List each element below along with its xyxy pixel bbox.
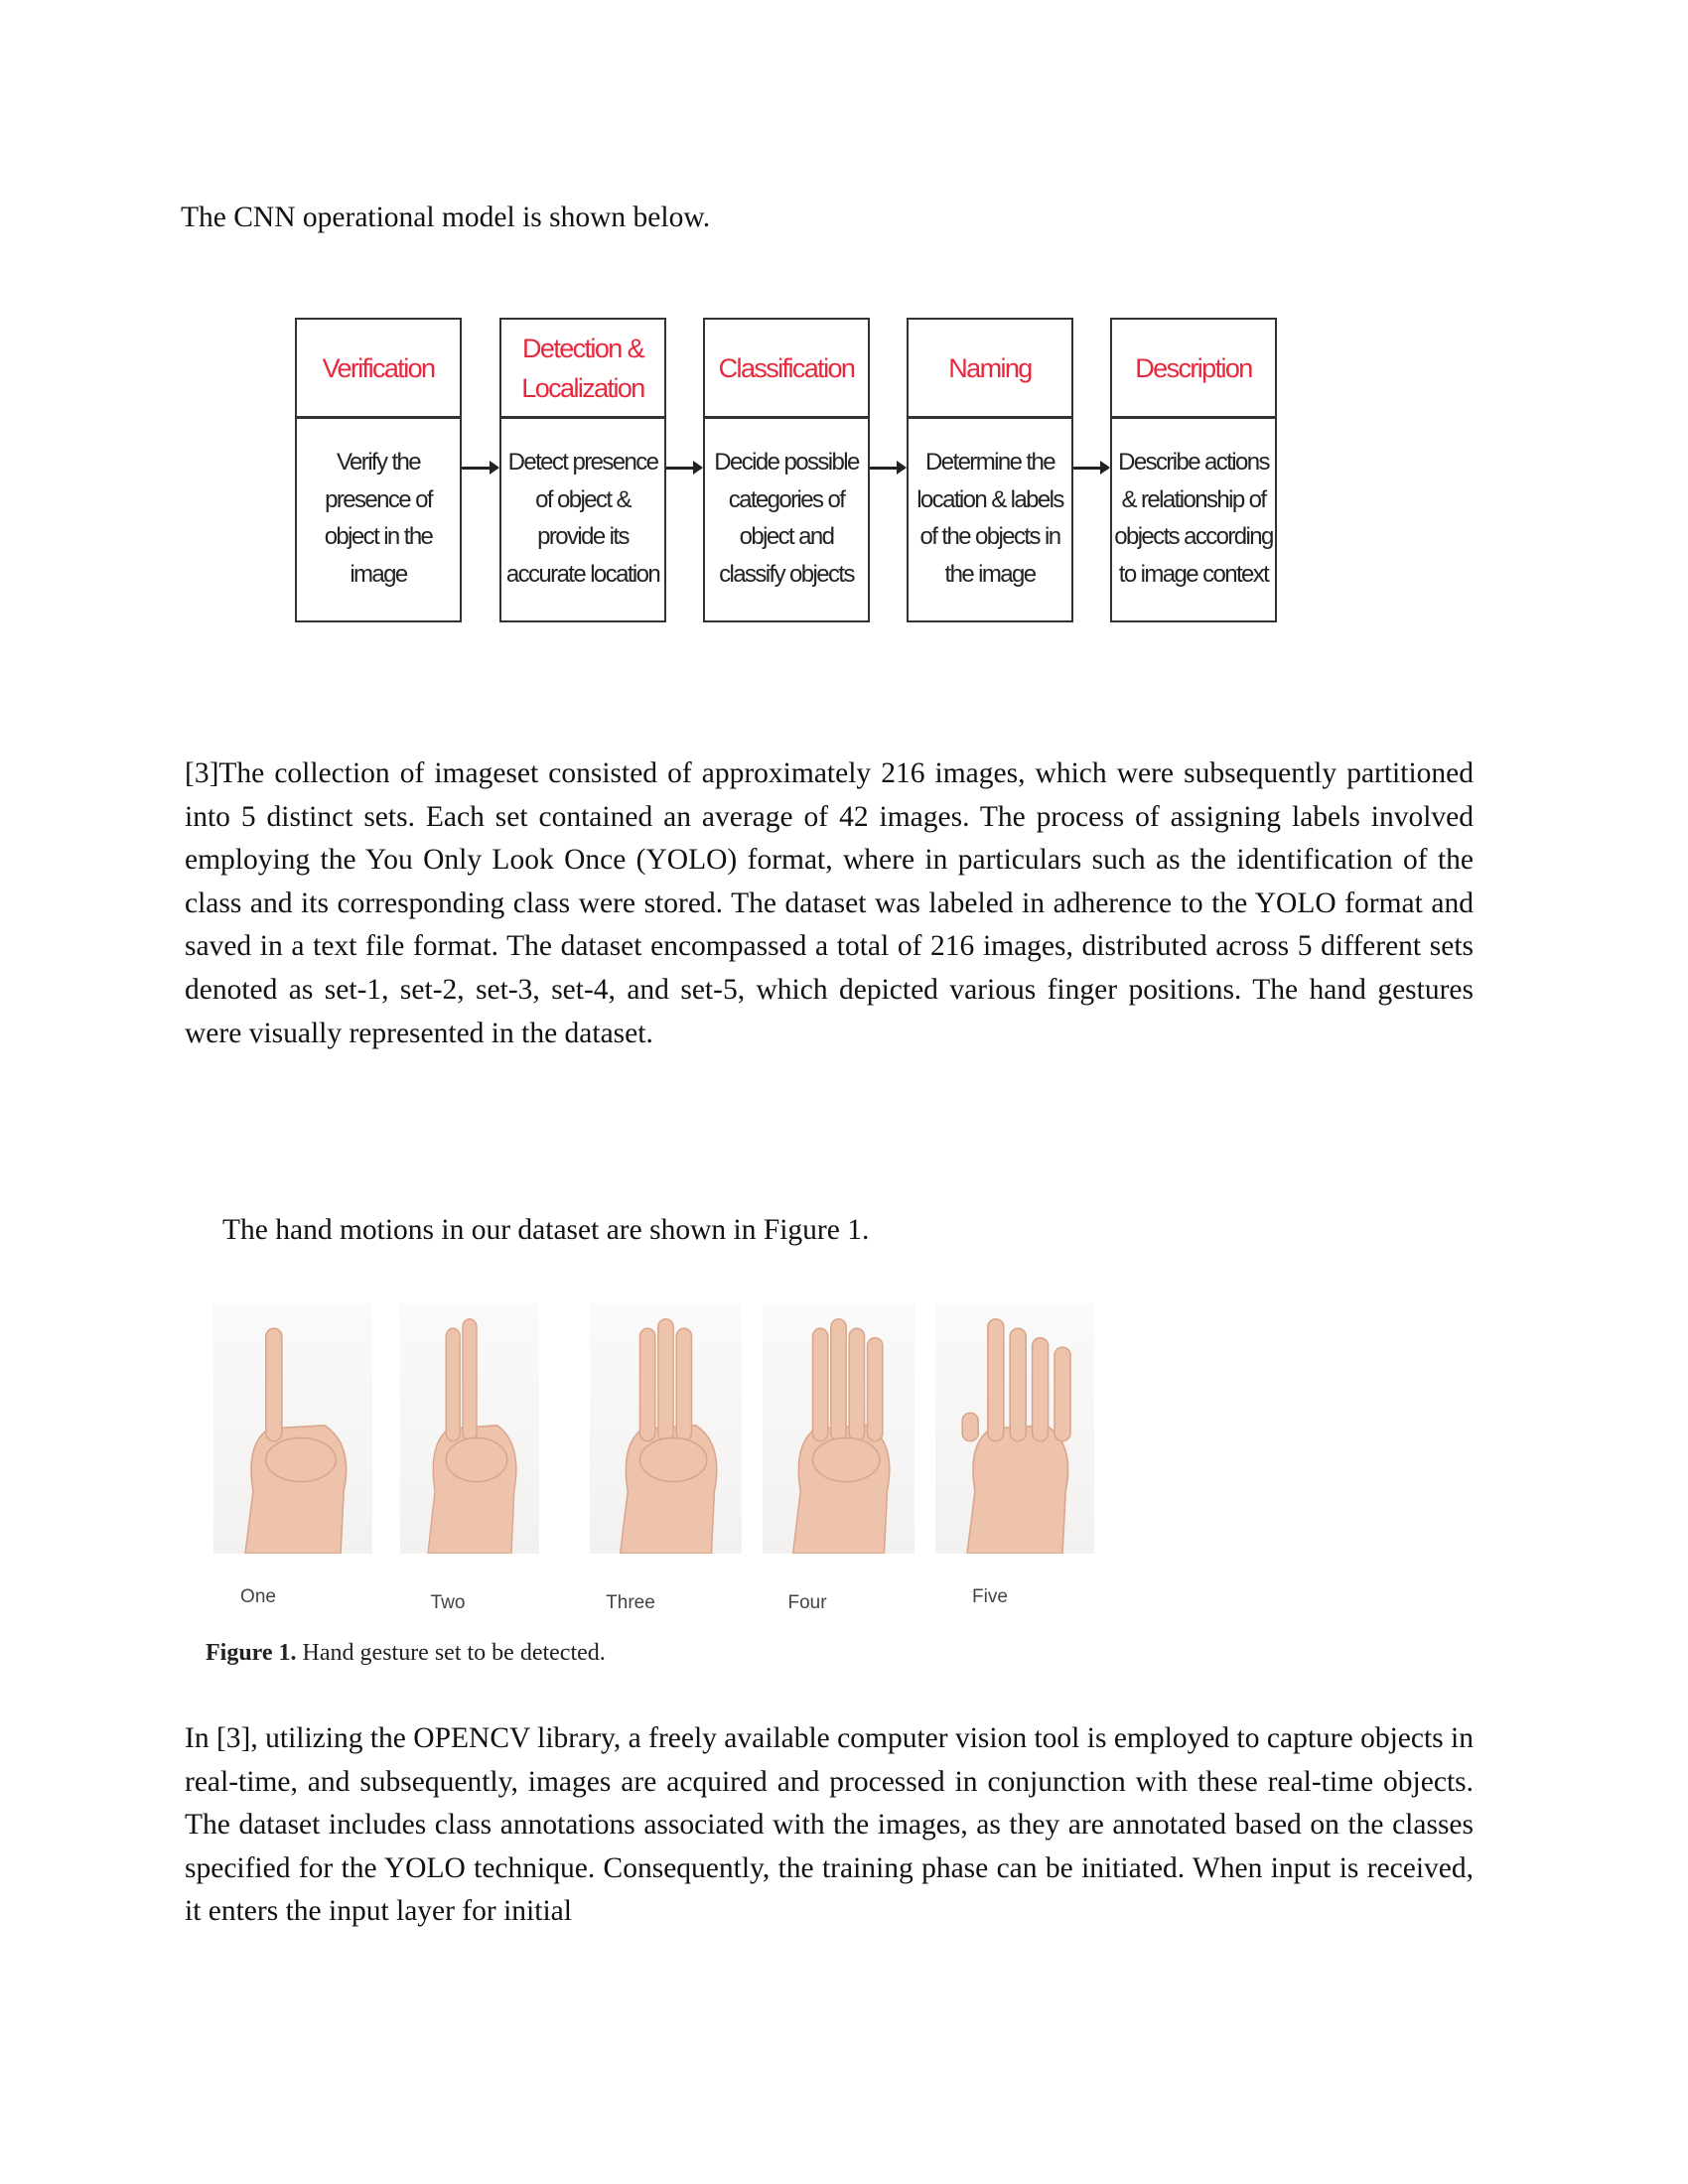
stage-title: Detection & Localization (501, 320, 664, 419)
paragraph-opencv: In [3], utilizing the OPENCV library, a freely available computer vision tool is employed to capture objects in real-time, and subsequently, images are acquired and processed in conjunction with these real-time objects. The dataset includes class annotations associated with the images, as they are annotated based on the classes specified for the YOLO technique. Consequently, the training phase can be initiated. When input is received, it enters the input layer for initial (185, 1722, 1474, 1928)
hand-five-image (935, 1303, 1094, 1554)
figure-caption (206, 1640, 606, 1667)
arrow-icon (1073, 467, 1108, 470)
arrow-icon (462, 467, 497, 470)
gesture-label: Three (606, 1592, 655, 1613)
stage-title: Verification (297, 320, 460, 419)
stage-description-box (1110, 318, 1277, 622)
stage-description: Determine the location & labels of the objects in the image (916, 449, 1063, 588)
hand-four-image (763, 1303, 914, 1554)
gesture-label: Four (787, 1592, 827, 1613)
stage-description: Decide possible categories of object and classify objects (714, 449, 859, 588)
stage-verification (295, 318, 462, 622)
stage-title: Classification (705, 320, 868, 419)
arrow-icon (666, 467, 701, 470)
paragraph-dataset: [3]The collection of imageset consisted of approximately 216 images, which were subsequently partitioned into 5 distinct sets. Each set contained an average of 42 images. The process of assigning labels involved employing the You Only Look Once (YOLO) format, where in particulars such as the identification of the class and its corresponding class were stored. The dataset was labeled in adherence to the YOLO format and saved in a text file format. The dataset encompassed a total of 216 images, distributed across 5 different sets denoted as set-1, set-2, set-3, set-4, and set-5, which depicted various finger positions. The hand gestures were visually represented in the dataset. (185, 757, 1474, 1049)
stage-naming (907, 318, 1073, 622)
gesture-label: Five (972, 1586, 1008, 1607)
motions-intro-text: The hand motions in our dataset are shown in Figure 1. (222, 1214, 870, 1246)
caption-label: Figure 1. (206, 1640, 297, 1666)
hand-one-image (213, 1303, 372, 1554)
stage-description: Verify the presence of object in the image (324, 449, 433, 588)
intro-text: The CNN operational model is shown below. (181, 202, 711, 233)
stage-description: Detect presence of object & provide its accurate location (505, 449, 660, 588)
stage-title: Description (1112, 320, 1275, 419)
stage-description: Describe actions & relationship of objects according to image context (1114, 449, 1273, 588)
gesture-label: Two (430, 1592, 466, 1613)
caption-text: Hand gesture set to be detected. (296, 1640, 606, 1666)
stage-detection-localization (499, 318, 666, 622)
hand-two-image (400, 1303, 539, 1554)
hand-three-image (590, 1303, 742, 1554)
stage-classification (703, 318, 870, 622)
gesture-label: One (240, 1586, 276, 1607)
arrow-icon (870, 467, 905, 470)
stage-title: Naming (909, 320, 1071, 419)
